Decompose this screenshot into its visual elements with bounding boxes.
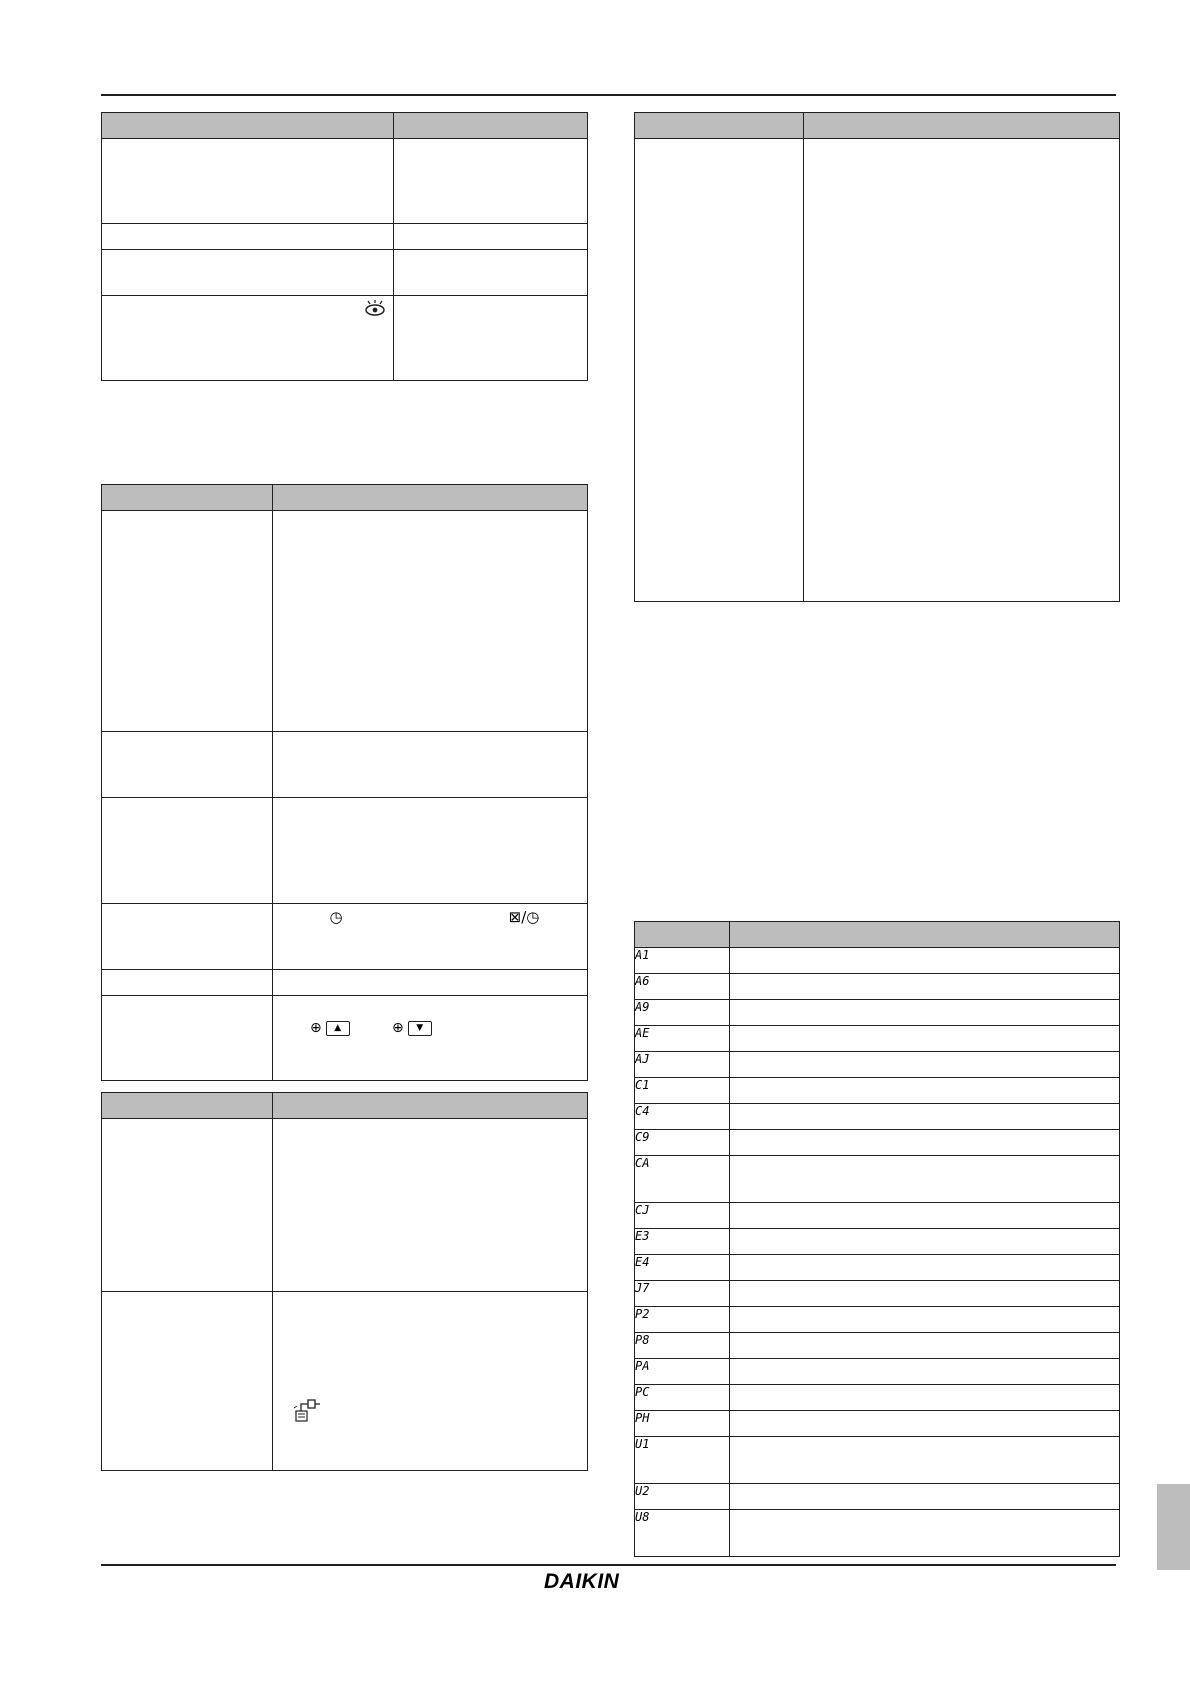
footer-rule [101,1564,1116,1566]
table-row [102,1292,588,1471]
table-row [635,1000,1120,1026]
error-code: U2 [635,1484,730,1510]
error-code: CJ [635,1203,730,1229]
eye-icon [362,299,388,321]
table-4-header [635,113,1120,139]
table-1-header [102,113,588,139]
table-row [635,1078,1120,1104]
error-code: P8 [635,1333,730,1359]
table-row [635,1229,1120,1255]
daikin-logo: DAIKIN [544,1570,620,1593]
fan-icon: ⊕ [392,1020,404,1036]
up-arrow-icon: ▲ [326,1021,350,1036]
error-code: A9 [635,1000,730,1026]
table-row [635,1130,1120,1156]
table-row [635,974,1120,1000]
table-row [102,732,588,798]
table-row [635,1307,1120,1333]
down-key-icon [392,1020,432,1036]
table-row [635,1104,1120,1130]
down-arrow-icon: ▼ [408,1021,432,1036]
table-row [102,996,588,1081]
table-3 [101,1092,588,1471]
table-row [102,296,588,381]
error-code: CA [635,1156,730,1203]
table-row [635,139,1120,602]
pump-icon [292,1398,322,1420]
table-row [102,511,588,732]
timer-off-icon: ⊠/◷ [508,908,540,926]
table-row [635,1026,1120,1052]
table-row [102,798,588,904]
table-2 [101,484,588,1081]
table-1 [101,112,588,381]
table-row [635,948,1120,974]
error-code: A1 [635,948,730,974]
error-code: C9 [635,1130,730,1156]
table-row [635,1437,1120,1484]
clock-icon: ◷ [329,908,343,926]
table-3-header [102,1093,588,1119]
table-row [102,250,588,296]
table-row [635,1385,1120,1411]
table-row [102,224,588,250]
table-2-header [102,485,588,511]
table-row [635,1510,1120,1557]
table-row [102,1119,588,1292]
table-row [102,139,588,224]
table-row [635,1255,1120,1281]
error-code: AE [635,1026,730,1052]
fan-icon: ⊕ [310,1020,322,1036]
error-code: E3 [635,1229,730,1255]
error-code: U1 [635,1437,730,1484]
table-row [635,1052,1120,1078]
error-code: C4 [635,1104,730,1130]
error-code-table [634,921,1120,1557]
error-code: J7 [635,1281,730,1307]
error-code: AJ [635,1052,730,1078]
table-row [102,970,588,996]
table-row [635,1411,1120,1437]
error-code: E4 [635,1255,730,1281]
error-code: P2 [635,1307,730,1333]
table-row [635,1484,1120,1510]
error-code-table-header [635,922,1120,948]
error-code: PC [635,1385,730,1411]
header-rule [101,94,1116,96]
table-row [635,1333,1120,1359]
up-key-icon [310,1020,350,1036]
error-code: C1 [635,1078,730,1104]
table-row [635,1359,1120,1385]
error-code: A6 [635,974,730,1000]
table-row [635,1281,1120,1307]
error-code: U8 [635,1510,730,1557]
error-code: PA [635,1359,730,1385]
table-row [635,1203,1120,1229]
table-4 [634,112,1120,602]
section-tab-marker [1157,1484,1190,1570]
error-code: PH [635,1411,730,1437]
table-row [635,1156,1120,1203]
